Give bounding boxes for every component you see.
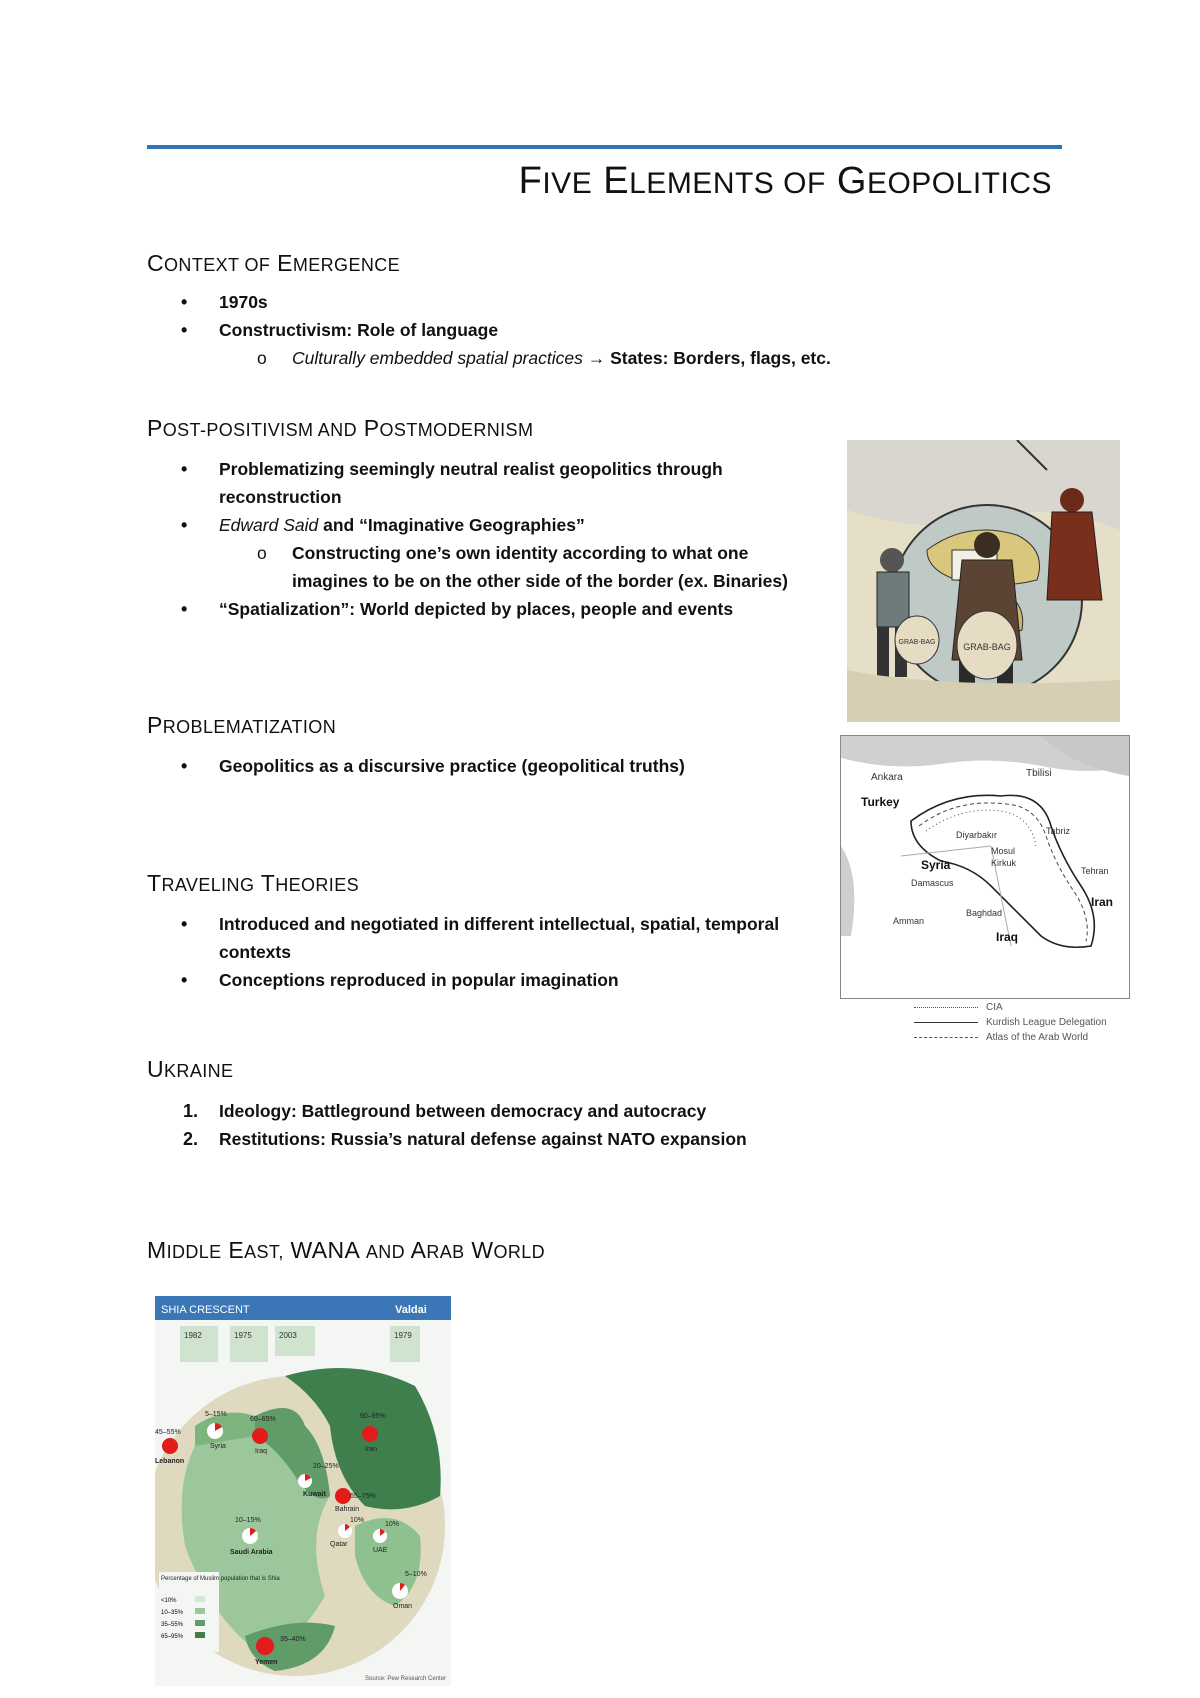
list-item: 1. Ideology: Battleground between democracy and autocracy	[183, 1101, 707, 1121]
svg-text:1982: 1982	[184, 1331, 202, 1340]
list-item: • Conceptions reproduced in popular imagination	[181, 970, 619, 990]
svg-text:20–25%: 20–25%	[313, 1463, 339, 1470]
svg-text:Iraq: Iraq	[255, 1448, 268, 1455]
legend-item: Atlas of the Arab World	[914, 1030, 1134, 1045]
problem-list	[147, 752, 847, 780]
svg-text:Amman: Amman	[893, 916, 925, 926]
svg-text:Oman: Oman	[393, 1603, 413, 1610]
svg-text:Saudi Arabia: Saudi Arabia	[230, 1549, 273, 1556]
list-item: • Introduced and negotiated in different intellectual, spatial, temporal contexts	[181, 914, 780, 962]
svg-text:1979: 1979	[394, 1331, 412, 1340]
sub-list-item: o Constructing one’s own identity according to what one imagines to be on the other side of the border (ex. Binaries)	[257, 543, 788, 591]
cartoon-bag-label: GRAB-BAG	[963, 642, 1011, 652]
svg-text:Syria: Syria	[210, 1443, 226, 1450]
svg-text:10%: 10%	[350, 1517, 365, 1524]
list-item: • Edward Said and “Imaginative Geographies”	[181, 515, 585, 535]
list-item: 2. Restitutions: Russia’s natural defense against NATO expansion	[183, 1129, 747, 1149]
header-rule	[147, 145, 1062, 149]
svg-text:35–40%: 35–40%	[280, 1636, 306, 1643]
svg-text:Ankara: Ankara	[871, 772, 903, 783]
svg-text:Turkey: Turkey	[861, 795, 900, 809]
svg-text:65–75%: 65–75%	[350, 1493, 376, 1500]
heading-traveling-theories: TRAVELING THEORIES	[147, 870, 360, 896]
svg-text:Bahrain: Bahrain	[335, 1506, 360, 1513]
svg-text:5–10%: 5–10%	[405, 1571, 427, 1578]
list-item: • 1970s	[181, 292, 268, 312]
svg-text:Iraq: Iraq	[996, 930, 1019, 944]
svg-text:Tabriz: Tabriz	[1046, 826, 1071, 836]
svg-text:Syria: Syria	[921, 858, 951, 872]
legend-item: CIA	[914, 1000, 1134, 1015]
svg-text:10–35%: 10–35%	[161, 1610, 184, 1616]
svg-text:Mosul: Mosul	[991, 846, 1016, 856]
svg-text:Damascus: Damascus	[911, 878, 954, 888]
svg-text:SHIA CRESCENT: SHIA CRESCENT	[161, 1304, 250, 1316]
list-item: • Constructivism: Role of language	[181, 320, 499, 340]
list-item: • “Spatialization”: World depicted by places, people and events	[181, 599, 734, 619]
context-list	[147, 288, 847, 372]
post-list	[147, 455, 827, 623]
shia-crescent-map	[155, 1296, 451, 1686]
page-title: FIVE ELEMENTS OF GEOPOLITICS	[518, 160, 1052, 202]
svg-text:Yemen: Yemen	[255, 1659, 278, 1666]
svg-text:Kirkuk: Kirkuk	[991, 858, 1017, 868]
svg-text:Diyarbakır: Diyarbakır	[956, 830, 998, 840]
svg-text:45–55%: 45–55%	[155, 1429, 181, 1436]
heading-ukraine: UKRAINE	[147, 1056, 234, 1082]
svg-text:65–95%: 65–95%	[161, 1634, 184, 1640]
heading-middle-east: MIDDLE EAST, WANA AND ARAB WORLD	[147, 1237, 546, 1263]
svg-text:35–55%: 35–55%	[161, 1622, 184, 1628]
svg-text:Baghdad: Baghdad	[966, 908, 1003, 918]
svg-text:10–15%: 10–15%	[235, 1517, 261, 1524]
svg-text:Iran: Iran	[365, 1446, 378, 1453]
svg-text:Tehran: Tehran	[1081, 866, 1109, 876]
svg-text:2003: 2003	[279, 1331, 297, 1340]
svg-text:Valdai: Valdai	[395, 1304, 427, 1316]
svg-text:Qatar: Qatar	[330, 1541, 348, 1548]
svg-text:1975: 1975	[234, 1331, 252, 1340]
cartoon-bag-label: GRAB-BAG	[898, 639, 936, 646]
svg-text:Lebanon: Lebanon	[155, 1458, 185, 1465]
svg-text:90–95%: 90–95%	[360, 1413, 386, 1420]
svg-text:60–65%: 60–65%	[250, 1416, 276, 1423]
svg-text:Percentage of Muslim populatio: Percentage of Muslim population that is Shia	[161, 1576, 280, 1582]
list-item: • Geopolitics as a discursive practice (geopolitical truths)	[181, 756, 685, 776]
legend-item: Kurdish League Delegation	[914, 1015, 1134, 1030]
svg-text:10%: 10%	[385, 1521, 400, 1528]
kurdistan-map	[840, 735, 1130, 999]
svg-text:5–15%: 5–15%	[205, 1411, 227, 1418]
list-item: • Problematizing seemingly neutral realist geopolitics through reconstruction	[181, 459, 723, 507]
svg-text:Kuwait: Kuwait	[303, 1491, 326, 1498]
map-legend	[914, 1000, 1134, 1046]
sub-list-item: o Culturally embedded spatial practices → States: Borders, flags, etc.	[257, 348, 831, 368]
svg-text:<10%: <10%	[161, 1598, 177, 1604]
svg-text:UAE: UAE	[373, 1547, 388, 1554]
ukraine-list	[147, 1097, 847, 1153]
cartoon-illustration	[847, 440, 1120, 722]
svg-text:Tbilisi: Tbilisi	[1026, 768, 1052, 779]
heading-post-positivism: POST-POSITIVISM AND POSTMODERNISM	[147, 415, 534, 441]
heading-context-of-emergence: CONTEXT OF EMERGENCE	[147, 250, 401, 276]
svg-text:Source: Pew Research Center: Source: Pew Research Center	[365, 1676, 447, 1682]
traveling-list	[147, 910, 807, 994]
svg-text:Iran: Iran	[1091, 895, 1114, 909]
heading-problematization: PROBLEMATIZATION	[147, 712, 337, 738]
